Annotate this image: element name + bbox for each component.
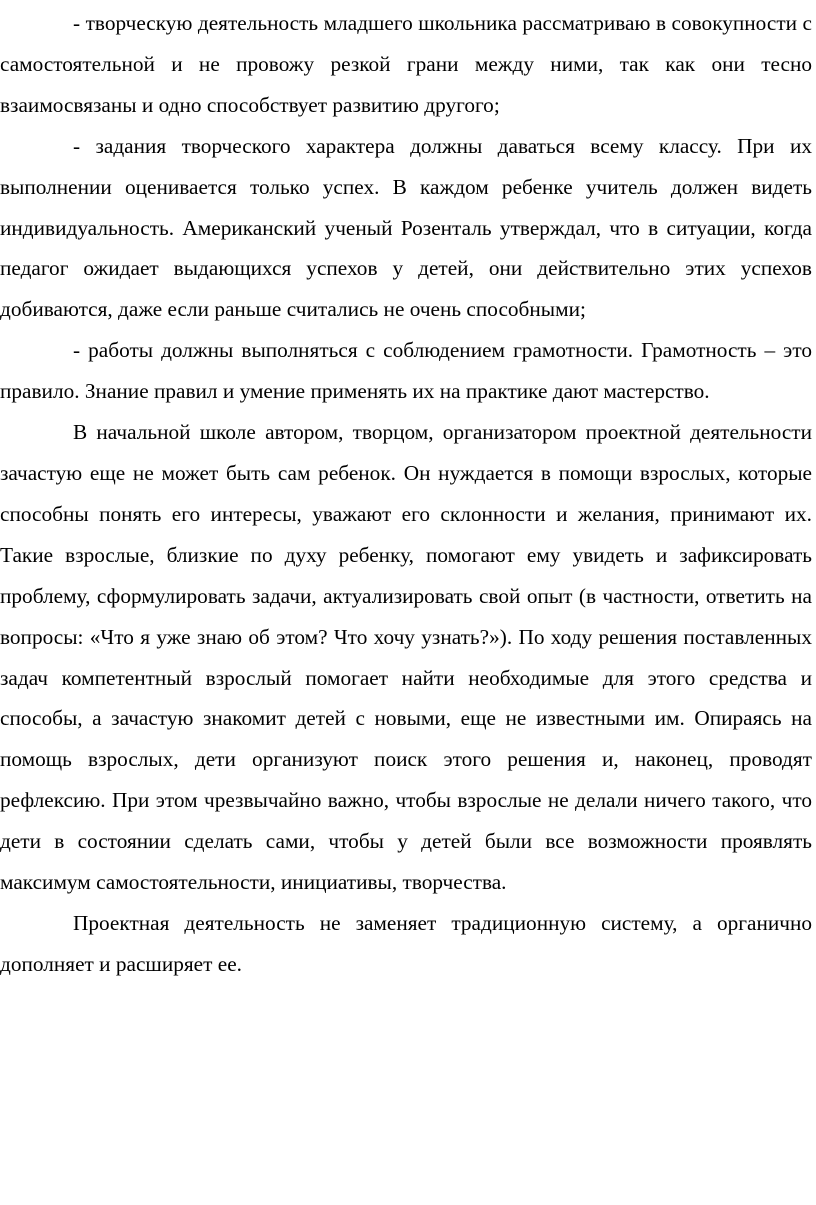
paragraph-creative-activity: - творческую деятельность младшего школьника рассматриваю в совокупности с самостоятельной и не провожу резкой грани между ними, так как они тесно взаимосвязаны и одно способствует развитию другого; [0, 11, 812, 117]
paragraph-creative-tasks: - задания творческого характера должны даваться всему классу. При их выполнении оценивается только успех. В каждом ребенке учитель должен видеть индивидуальность. Американский ученый Розенталь утверждал, что в ситуации, когда педагог ожидает выдающихся успехов у детей, они действительно этих успехов добиваются, даже если раньше считались не очень способными; [0, 133, 812, 322]
document-body [0, 3, 812, 985]
paragraph-conclusion: Проектная деятельность не заменяет традиционную систему, а органично дополняет и расширяет ее. [0, 910, 812, 976]
paragraph-adult-help: В начальной школе автором, творцом, организатором проектной деятельности зачастую еще не может быть сам ребенок. Он нуждается в помощи взрослых, которые способны понять его интересы, уважают его склонности и желания, принимают их. Такие взрослые, близкие по духу ребенку, помогают ему увидеть и зафиксировать проблему, сформулировать задачи, актуализировать свой опыт (в частности, ответить на вопросы: «Что я уже знаю об этом? Что хочу узнать?»). По ходу решения поставленных задач компетентный взрослый помогает найти необходимые для этого средства и способы, а зачастую знакомит детей с новыми, еще не известными им. Опираясь на помощь взрослых, дети организуют поиск этого решения и, наконец, проводят рефлексию. При этом чрезвычайно важно, чтобы взрослые не делали ничего такого, что дети в состоянии сделать сами, чтобы у детей были все возможности проявлять максимум самостоятельности, инициативы, творчества. [0, 420, 812, 895]
paragraph-literacy: - работы должны выполняться с соблюдением грамотности. Грамотность – это правило. Знание правил и умение применять их на практике дают мастерство. [0, 338, 812, 404]
